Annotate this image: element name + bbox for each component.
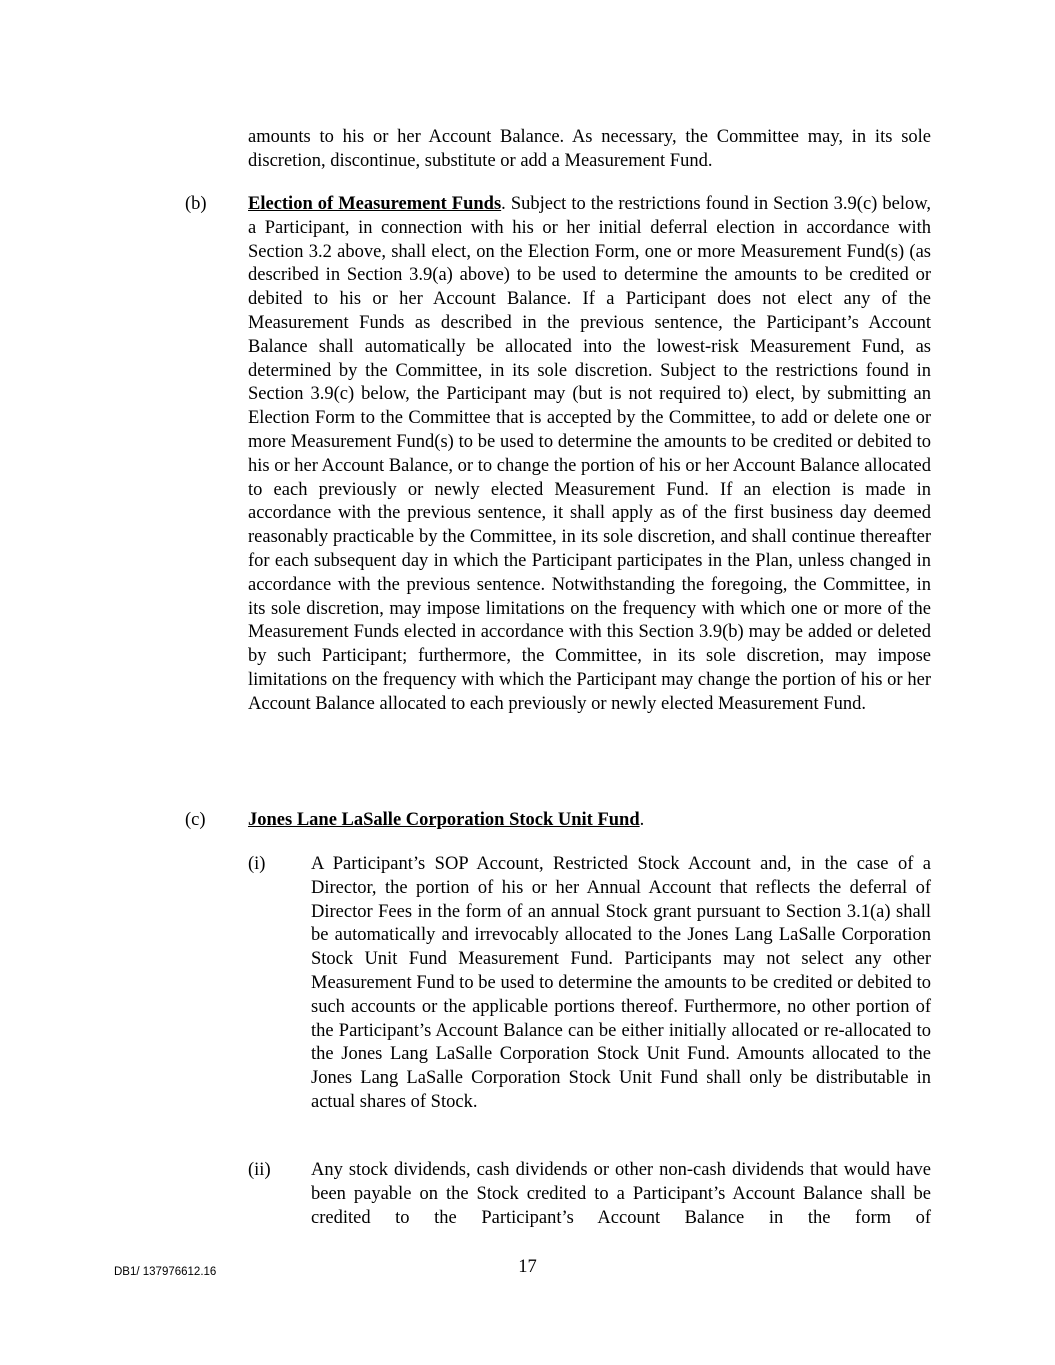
item-ii-paragraph: Any stock dividends, cash dividends or other non-cash dividends that would have been payable on the Stock credited to a Participant’s Account Balance shall be credited to the Participant’s Account Balance in the form of	[311, 1160, 931, 1228]
page-number: 17	[518, 1257, 537, 1277]
section-c-heading-punct: .	[639, 810, 645, 830]
section-c-heading: Jones Lane LaSalle Corporation Stock Unit Fund	[248, 810, 640, 830]
section-b-label: (b)	[185, 194, 207, 214]
section-b-paragraph	[248, 193, 931, 717]
item-ii-label: (ii)	[248, 1160, 271, 1180]
item-i-paragraph: A Participant’s SOP Account, Restricted Stock Account and, in the case of a Director, the portion of his or her Annual Account that reflects the deferral of Director Fees in the form of an annual Stock grant pursuant to Section 3.1(a) shall be automatically and irrevocably allocated to the Jones Lang LaSalle Corporation Stock Unit Fund Measurement Fund. Participants may not select any other Measurement Fund to be used to determine the amounts to be credited or debited to such accounts or the applicable portions thereof. Furthermore, no other portion of the Participant’s Account Balance can be either initially allocated or re-allocated to the Jones Lang LaSalle Corporation Stock Unit Fund. Amounts allocated to the Jones Lang LaSalle Corporation Stock Unit Fund shall only be distributable in actual shares of Stock.	[311, 854, 931, 1112]
document-id: DB1/ 137976612.16	[114, 1266, 217, 1278]
carryover-paragraph: amounts to his or her Account Balance. As necessary, the Committee may, in its sole discretion, discontinue, substitute or add a Measurement Fund.	[248, 127, 931, 171]
section-b-heading-punct: .	[501, 194, 511, 214]
section-c-label: (c)	[185, 810, 206, 830]
section-b-heading: Election of Measurement Funds	[248, 194, 502, 214]
section-b-body: Subject to the restrictions found in Section 3.9(c) below, a Participant, in connection with his or her initial deferral election in accordance with Section 3.2 above, shall elect, on the Election Form, one or more Measurement Fund(s) (as described in Section 3.9(a) above) to be used to determine the amounts to be credited or debited to his or her Account Balance. If a Participant does not elect any of the Measurement Funds as described in the previous sentence, the Participant’s Account Balance shall automatically be allocated into the lowest-risk Measurement Fund, as determined by the Committee, in its sole discretion. Subject to the restrictions found in Section 3.9(c) below, the Participant may (but is not required to) elect, by submitting an Election Form to the Committee that is accepted by the Committee, to add or delete one or more Measurement Fund(s) to be used to determine the amounts to be credited or debited to his or her Account Balance, or to change the portion of his or her Account Balance allocated to each previously or newly elected Measurement Fund. If an election is made in accordance with the previous sentence, it shall apply as of the first business day deemed reasonably practicable by the Committee, in its sole discretion, and shall continue thereafter for each subsequent day in which the Participant participates in the Plan, unless changed in accordance with the previous sentence. Notwithstanding the foregoing, the Committee, in its sole discretion, may impose limitations on the frequency with which one or more of the Measurement Funds elected in accordance with this Section 3.9(b) may be added or deleted by such Participant; furthermore, the Committee, in its sole discretion, may impose limitations on the frequency with which the Participant may change the portion of his or her Account Balance allocated to each previously or newly elected Measurement Fund.	[248, 194, 931, 714]
section-c-heading-line	[248, 809, 931, 833]
item-i-label: (i)	[248, 854, 266, 874]
